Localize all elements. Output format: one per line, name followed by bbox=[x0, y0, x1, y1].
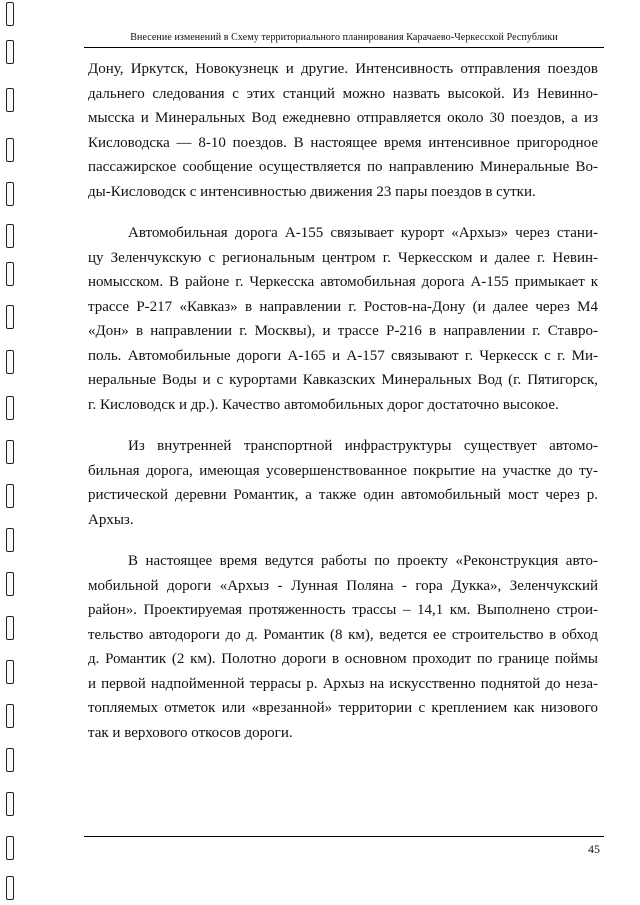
binder-hole bbox=[6, 792, 14, 816]
binder-holes bbox=[2, 0, 16, 905]
binder-hole bbox=[6, 528, 14, 552]
binder-hole bbox=[6, 88, 14, 112]
binder-hole bbox=[6, 704, 14, 728]
binder-hole bbox=[6, 484, 14, 508]
text-line: ристической деревни Романтик, а также один автомобильный мост через р. bbox=[88, 487, 598, 503]
text-line: район». Проектируемая протяженность трассы – 14,1 км. Выполнено строи- bbox=[88, 602, 598, 618]
paragraph-gap bbox=[88, 532, 598, 549]
binder-hole bbox=[6, 396, 14, 420]
text-line: мысска и Минеральных Вод ежедневно отправляется около 30 поездов, а из bbox=[88, 110, 598, 126]
binder-hole bbox=[6, 350, 14, 374]
paragraph bbox=[88, 549, 598, 745]
text-line: неральные Воды и с курортами Кавказских Минеральных Вод (г. Пятигорск, bbox=[88, 372, 598, 388]
text-line: «Дон» в направлении г. Москвы), и трассе Р-216 в направлении г. Ставро- bbox=[88, 323, 598, 339]
binder-hole bbox=[6, 440, 14, 464]
text-line: номысском. В районе г. Черкесска автомобильная дорога А-155 примыкает к bbox=[88, 274, 598, 290]
paragraph bbox=[88, 434, 598, 532]
paragraph bbox=[88, 57, 598, 204]
paragraph-gap bbox=[88, 417, 598, 434]
body-text bbox=[88, 57, 598, 745]
page-number: 45 bbox=[588, 842, 600, 856]
text-line: д. Романтик (2 км). Полотно дороги в основном проходит по границе поймы bbox=[88, 651, 598, 667]
binder-hole bbox=[6, 660, 14, 684]
binder-hole bbox=[6, 876, 14, 900]
binder-hole bbox=[6, 138, 14, 162]
text-line: дальнего следования с этих станций можно назвать высокой. Из Невинно- bbox=[88, 85, 598, 102]
text-line: Архыз. bbox=[88, 511, 134, 528]
text-line: поль. Автомобильные дороги А-165 и А-157 связывают г. Черкесск с г. Ми- bbox=[88, 347, 598, 364]
footer-rule bbox=[84, 836, 604, 837]
binder-hole bbox=[6, 182, 14, 206]
binder-hole bbox=[6, 748, 14, 772]
binder-hole bbox=[6, 40, 14, 64]
text-line: бильная дорога, имеющая усовершенствованное покрытие на участке до ту- bbox=[88, 462, 598, 479]
text-line: тельство автодороги до д. Романтик (8 км), ведется ее строительство в обход bbox=[88, 626, 598, 643]
text-line: так и верхового откосов дороги. bbox=[88, 724, 293, 741]
binder-hole bbox=[6, 262, 14, 286]
binder-hole bbox=[6, 224, 14, 248]
binder-hole bbox=[6, 572, 14, 596]
text-line: ды-Кисловодск с интенсивностью движения 23 пары поездов в сутки. bbox=[88, 183, 536, 200]
paragraph-gap bbox=[88, 204, 598, 221]
text-line: Кисловодска — 8-10 поездов. В настоящее время интенсивное пригородное bbox=[88, 134, 598, 151]
text-line: г. Кисловодск и др.). Качество автомобильных дорог достаточно высокое. bbox=[88, 396, 559, 413]
binder-hole bbox=[6, 2, 14, 26]
binder-hole bbox=[6, 836, 14, 860]
header-rule bbox=[84, 47, 604, 48]
text-line: цу Зеленчукскую с региональным центром г. Черкесском и далее г. Невин- bbox=[88, 249, 598, 266]
text-line: топляемых отметок или «врезанной» территории с креплением как низового bbox=[88, 700, 598, 716]
text-line: В настоящее время ведутся работы по проекту «Реконструкция авто- bbox=[128, 553, 598, 569]
binder-hole bbox=[6, 305, 14, 329]
text-line: Дону, Иркутск, Новокузнецк и другие. Интенсивность отправления поездов bbox=[88, 61, 598, 77]
running-header: Внесение изменений в Схему территориального планирования Карачаево-Черкесской Республики bbox=[130, 32, 558, 43]
text-line: трассе Р-217 «Кавказ» в направлении г. Ростов-на-Дону (и далее через М4 bbox=[88, 298, 598, 315]
text-line: и первой надпойменной террасы р. Архыз на искусственно поднятой до неза- bbox=[88, 675, 598, 692]
text-line: Из внутренней транспортной инфраструктуры существует автомо- bbox=[128, 438, 598, 454]
binder-hole bbox=[6, 616, 14, 640]
text-line: пассажирское сообщение осуществляется по направлению Минеральные Во- bbox=[88, 159, 598, 175]
paragraph bbox=[88, 221, 598, 417]
text-line: мобильной дороги «Архыз - Лунная Поляна - гора Дукка», Зеленчукский bbox=[88, 577, 598, 594]
text-line: Автомобильная дорога А-155 связывает курорт «Архыз» через стани- bbox=[128, 225, 598, 241]
